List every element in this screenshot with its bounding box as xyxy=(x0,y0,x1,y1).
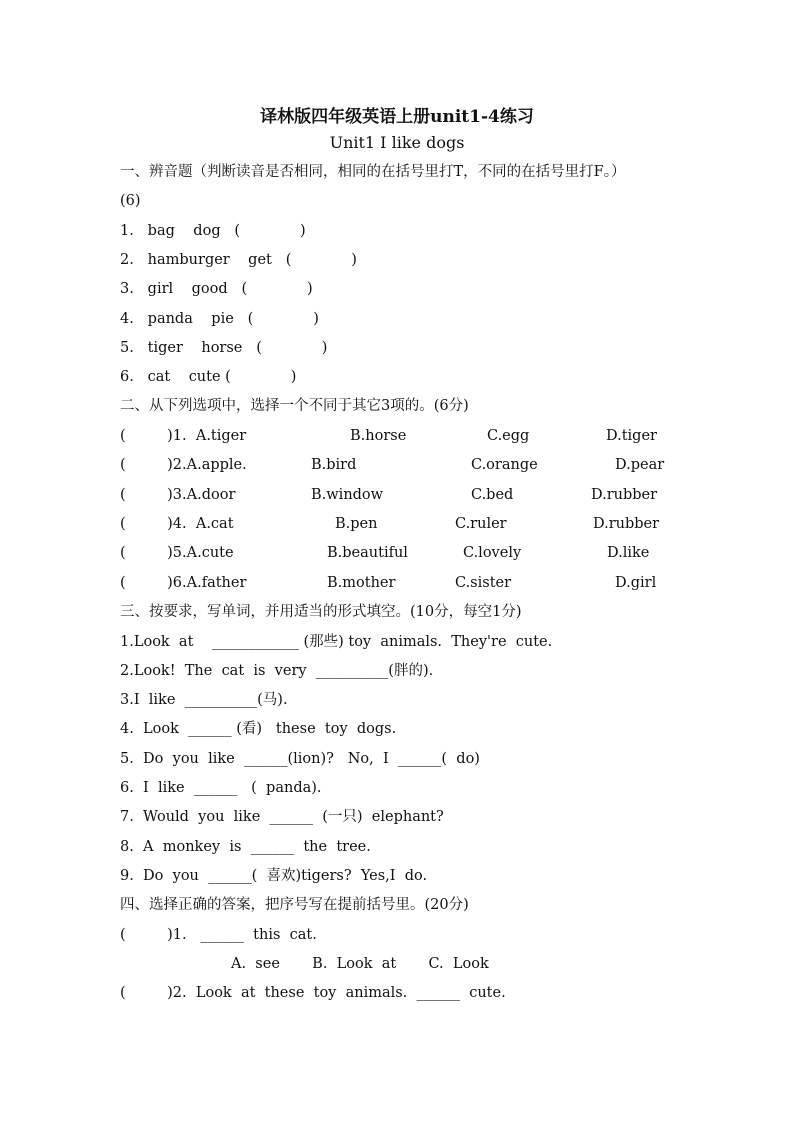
section1-item-1: 1. bag dog ( ) xyxy=(120,223,306,239)
section2-row-6-c: C.sister xyxy=(455,575,512,591)
section2-row-6-d: D.girl xyxy=(615,575,657,591)
section1-item-6: 6. cat cute ( ) xyxy=(120,369,297,385)
section1-item-4: 4. panda pie ( ) xyxy=(120,311,319,327)
section1-item-3: 3. girl good ( ) xyxy=(120,281,313,297)
section4-question-1-options: A. see B. Look at C. Look xyxy=(231,956,489,972)
section1-item-2: 2. hamburger get ( ) xyxy=(120,252,357,268)
section2-row-1-c: C.egg xyxy=(487,428,530,444)
section2-row-2-a: ( )2.A.apple. xyxy=(120,457,247,473)
section2-row-6-a: ( )6.A.father xyxy=(120,575,247,591)
section3-item-7: 7. Would you like ______ (一只) elephant? xyxy=(120,809,444,825)
section1-heading: 一、辨音题（判断读音是否相同，相同的在括号里打T，不同的在括号里打F。） xyxy=(120,164,626,180)
section2-row-1-d: D.tiger xyxy=(606,428,657,444)
section2-row-5-c: C.lovely xyxy=(463,545,522,561)
section1-item-5: 5. tiger horse ( ) xyxy=(120,340,328,356)
section2-row-4-a: ( )4. A.cat xyxy=(120,516,234,532)
section4-heading: 四、选择正确的答案，把序号写在提前括号里。(20分) xyxy=(120,897,469,913)
section2-row-2-b: B.bird xyxy=(311,457,357,473)
section2-row-5-b: B.beautiful xyxy=(327,545,408,561)
section1-score: (6) xyxy=(120,193,141,209)
section3-item-1: 1.Look at ____________ (那些) toy animals. They're cute. xyxy=(120,634,553,650)
section2-row-4-d: D.rubber xyxy=(593,516,660,532)
section2-row-4-b: B.pen xyxy=(335,516,378,532)
section2-heading: 二、从下列选项中，选择一个不同于其它3项的。(6分) xyxy=(120,398,469,414)
section3-item-8: 8. A monkey is ______ the tree. xyxy=(120,839,371,855)
section2-row-3-c: C.bed xyxy=(471,487,514,503)
section3-item-5: 5. Do you like ______(lion)? No, I ______( do) xyxy=(120,751,480,767)
section2-row-2-d: D.pear xyxy=(615,457,665,473)
section2-row-2-c: C.orange xyxy=(471,457,538,473)
section4-question-1: ( )1. ______ this cat. xyxy=(120,927,317,943)
section2-row-3-d: D.rubber xyxy=(591,487,658,503)
section2-row-4-c: C.ruler xyxy=(455,516,507,532)
section2-row-1-a: ( )1. A.tiger xyxy=(120,428,247,444)
section2-row-5-d: D.like xyxy=(607,545,650,561)
section2-row-3-a: ( )3.A.door xyxy=(120,487,236,503)
section2-row-1-b: B.horse xyxy=(350,428,407,444)
section2-row-3-b: B.window xyxy=(311,487,384,503)
section3-heading: 三、按要求，写单词，并用适当的形式填空。(10分，每空1分) xyxy=(120,604,522,620)
section3-item-2: 2.Look! The cat is very __________(胖的). xyxy=(120,663,434,679)
unit-subtitle: Unit1 I like dogs xyxy=(329,133,465,152)
section3-item-3: 3.I like __________(马). xyxy=(120,692,288,708)
section4-question-2: ( )2. Look at these toy animals. ______ cute. xyxy=(120,985,506,1001)
page-title: 译林版四年级英语上册unit1-4练习 xyxy=(260,107,534,127)
section3-item-9: 9. Do you ______( 喜欢)tigers? Yes,I do. xyxy=(120,868,428,884)
section3-item-6: 6. I like ______ ( panda). xyxy=(120,780,322,796)
section2-row-5-a: ( )5.A.cute xyxy=(120,545,234,561)
section2-row-6-b: B.mother xyxy=(327,575,396,591)
section3-item-4: 4. Look ______ (看) these toy dogs. xyxy=(120,721,397,737)
